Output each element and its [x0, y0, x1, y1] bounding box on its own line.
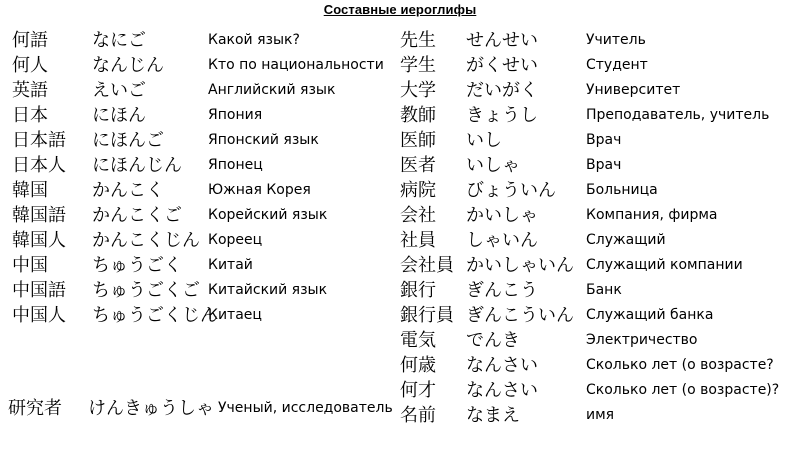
russian-translation: Банк [586, 282, 622, 298]
kanji-word: 学生 [400, 55, 436, 76]
kana-reading: なんさい [466, 380, 538, 401]
kanji-word: 銀行 [400, 280, 436, 301]
kana-reading: ちゅうごくじん [92, 305, 218, 326]
kana-reading: しゃいん [466, 230, 538, 251]
kanji-word: 日本語 [12, 130, 66, 151]
kana-reading: ぎんこう [466, 280, 538, 301]
kanji-word: 病院 [400, 180, 436, 201]
russian-translation: Врач [586, 157, 622, 173]
kana-reading: なにご [92, 30, 146, 51]
kana-reading: せんせい [466, 30, 538, 51]
kanji-word: 韓国語 [12, 205, 66, 226]
kanji-word: 大学 [400, 80, 436, 101]
kana-reading: でんき [466, 330, 520, 351]
kanji-word: 中国 [12, 255, 48, 276]
kana-reading: かんこくじん [92, 230, 200, 251]
kana-reading: ぎんこういん [466, 305, 574, 326]
kanji-word: 医師 [400, 130, 436, 151]
russian-translation: Студент [586, 57, 648, 73]
russian-translation: Китай [208, 257, 253, 273]
kanji-word: 中国人 [12, 305, 66, 326]
russian-translation: Японский язык [208, 132, 319, 148]
russian-translation: Сколько лет (о возрасте? [586, 357, 774, 373]
kana-reading: なんさい [466, 355, 538, 376]
russian-translation: Английский язык [208, 82, 336, 98]
russian-translation: Южная Корея [208, 182, 311, 198]
russian-translation: Кореец [208, 232, 263, 248]
kanji-word: 英語 [12, 80, 48, 101]
russian-translation: Служащий банка [586, 307, 714, 323]
kana-reading: なまえ [466, 405, 520, 426]
kana-reading: ちゅうごくご [92, 280, 200, 301]
russian-translation: Ученый, исследователь [218, 400, 393, 416]
kanji-word: 日本人 [12, 155, 66, 176]
russian-translation: Служащий компании [586, 257, 743, 273]
page-title: Составные иероглифы [323, 2, 477, 17]
kana-reading: けんきゅうしゃ [88, 398, 214, 419]
kanji-word: 教師 [400, 105, 436, 126]
kana-reading: なんじん [92, 55, 164, 76]
russian-translation: Японец [208, 157, 263, 173]
russian-translation: Больница [586, 182, 658, 198]
russian-translation: Корейский язык [208, 207, 328, 223]
kanji-word: 中国語 [12, 280, 66, 301]
kanji-word: 何人 [12, 55, 48, 76]
kana-reading: いし [466, 130, 502, 151]
russian-translation: Служащий [586, 232, 666, 248]
kanji-word: 名前 [400, 405, 436, 426]
kanji-word: 韓国人 [12, 230, 66, 251]
kana-reading: かんこくご [92, 205, 182, 226]
russian-translation: Япония [208, 107, 263, 123]
kanji-word: 銀行員 [400, 305, 454, 326]
russian-translation: Китайский язык [208, 282, 328, 298]
kana-reading: えいご [92, 80, 146, 101]
kana-reading: びょういん [466, 180, 556, 201]
russian-translation: Китаец [208, 307, 262, 323]
kanji-word: 何語 [12, 30, 48, 51]
kana-reading: かいしゃいん [466, 255, 574, 276]
kana-reading: にほん [92, 105, 146, 126]
russian-translation: имя [586, 407, 615, 423]
russian-translation: Кто по национальности [208, 57, 384, 73]
kanji-word: 先生 [400, 30, 436, 51]
russian-translation: Преподаватель, учитель [586, 107, 770, 123]
kana-reading: がくせい [466, 55, 538, 76]
russian-translation: Учитель [586, 32, 646, 48]
kana-reading: ちゅうごく [92, 255, 182, 276]
kana-reading: かんこく [92, 180, 164, 201]
kana-reading: にほんご [92, 130, 164, 151]
kanji-word: 日本 [12, 105, 48, 126]
russian-translation: Университет [586, 82, 681, 98]
kanji-word: 何歳 [400, 355, 436, 376]
russian-translation: Сколько лет (о возрасте)? [586, 382, 780, 398]
russian-translation: Какой язык? [208, 32, 300, 48]
kanji-word: 医者 [400, 155, 436, 176]
russian-translation: Компания, фирма [586, 207, 718, 223]
kanji-word: 研究者 [8, 398, 62, 419]
kana-reading: いしゃ [466, 155, 520, 176]
kanji-word: 会社 [400, 205, 436, 226]
kanji-word: 電気 [400, 330, 436, 351]
russian-translation: Электричество [586, 332, 698, 348]
kanji-word: 社員 [400, 230, 436, 251]
kanji-word: 会社員 [400, 255, 454, 276]
kanji-word: 何才 [400, 380, 436, 401]
kana-reading: にほんじん [92, 155, 182, 176]
kanji-word: 韓国 [12, 180, 48, 201]
kana-reading: きょうし [466, 105, 538, 126]
kana-reading: かいしゃ [466, 205, 538, 226]
kana-reading: だいがく [466, 80, 538, 101]
russian-translation: Врач [586, 132, 622, 148]
